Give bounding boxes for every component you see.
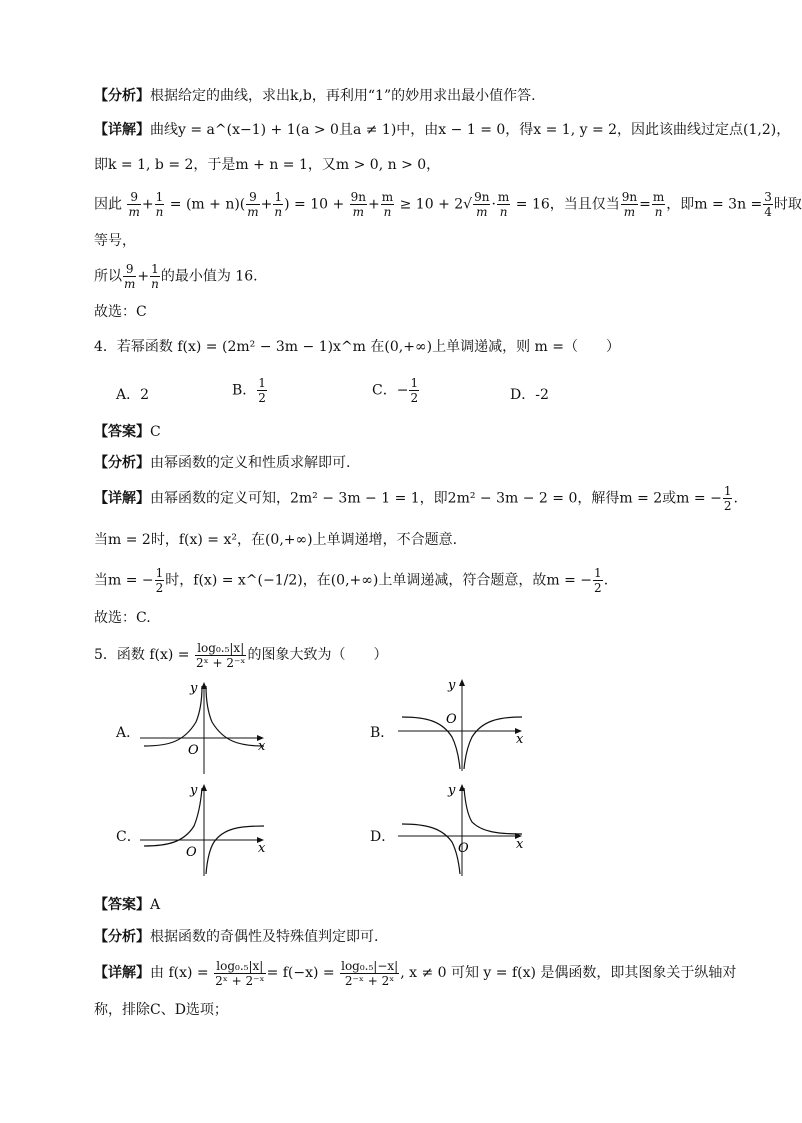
graph-d bbox=[396, 780, 526, 878]
detail-line-2: 即k = 1, b = 2，于是m + n = 1，又m > 0, n > 0， bbox=[94, 157, 441, 173]
svg-text:y: y bbox=[448, 783, 456, 798]
choice-line-4: 故选：C. bbox=[94, 610, 151, 626]
svg-text:x: x bbox=[258, 841, 266, 856]
svg-text:O: O bbox=[446, 712, 457, 727]
graph-b bbox=[396, 675, 526, 773]
svg-text:y: y bbox=[190, 783, 198, 798]
svg-text:y: y bbox=[190, 681, 198, 696]
detail-line-5: 所以 $\frac{9}{m}$ + $\frac{1}{n}$ 的最小值为 16. bbox=[94, 262, 258, 291]
option-c: C．− $\frac{1}{2}$ bbox=[372, 376, 419, 405]
svg-text:x: x bbox=[516, 732, 524, 747]
svg-text:O: O bbox=[188, 743, 199, 758]
graph-label-c: C． bbox=[116, 829, 141, 845]
detail-line-5-1: 【详解】由 f(x) = $\frac{\text{log₀.₅|x|}}{\text{2ˣ + 2⁻ˣ}}$ = f(−x) = $\frac{\text{log₀.₅|−x|}}{\text{2⁻ˣ + 2ˣ}}$ , x ≠ 0 可知 y = f(x) 是偶函数，即其图象关于纵轴对 bbox=[94, 958, 737, 988]
answer-line-4: 【答案】C bbox=[94, 424, 161, 440]
detail-line-4: 等号， bbox=[94, 233, 136, 249]
detail-line-1: 【详解】曲线y = a^(x−1) + 1(a > 0且a ≠ 1)中，由x − 1 = 0，得x = 1, y = 2，因此该曲线过定点(1,2)， bbox=[94, 122, 791, 138]
option-a: A．2 bbox=[116, 387, 150, 403]
question-4-stem: 4．若幂函数 f(x) = (2m² − 3m − 1)x^m 在(0,+∞)上单调递减，则 m =（ ） bbox=[94, 339, 620, 355]
svg-text:x: x bbox=[516, 837, 524, 852]
svg-text:O: O bbox=[458, 841, 469, 856]
detail-line-4-2: 当m = 2时，f(x) = x²，在(0,+∞)上单调递增，不合题意. bbox=[94, 532, 458, 548]
option-d: D．-2 bbox=[510, 387, 549, 403]
detail-line-4-3: 当m = − $\frac{1}{2}$ 时，f(x) = x^(−1/2)，在(0,+∞)上单调递减，符合题意，故m = − $\frac{1}{2}$ . bbox=[94, 566, 609, 595]
graph-c bbox=[138, 780, 268, 878]
detail-line-4-1: 【详解】由幂函数的定义可知，2m² − 3m − 1 = 1，即2m² − 3m − 2 = 0，解得m = 2或m = − $\frac{1}{2}$ . bbox=[94, 484, 738, 513]
graph-a bbox=[138, 678, 268, 776]
analysis-line-5: 【分析】根据函数的奇偶性及特殊值判定即可. bbox=[94, 929, 379, 945]
option-b: B． $\frac{1}{2}$ bbox=[232, 376, 266, 405]
svg-text:O: O bbox=[186, 845, 197, 860]
choice-line-1: 故选：C bbox=[94, 304, 147, 320]
graph-label-b: B． bbox=[370, 725, 395, 741]
detail-line-3: 因此 $\frac{9}{m}$ + $\frac{1}{n}$ = (m + n)( $\frac{9}{m}$ + $\frac{1}{n}$ ) = 10 + $\frac{9n}{m}$ + $\frac{m}{n}$ ≥ 10 + 2√ $\frac{9n}{m}$ · $\frac{m}{n}$ = 16，当且仅当 $\frac{9n}{m}$ = $\frac{m}{n}$ ，即m = 3n = $\frac{3}{4}$ 时取 bbox=[94, 190, 802, 219]
svg-text:x: x bbox=[258, 739, 266, 754]
answer-line-5: 【答案】A bbox=[94, 897, 161, 913]
detail-line-5-2: 称，排除C、D选项； bbox=[94, 1002, 228, 1018]
svg-text:y: y bbox=[448, 678, 456, 693]
analysis-line: 【分析】根据给定的曲线，求出k,b，再利用“1”的妙用求出最小值作答. bbox=[94, 88, 536, 104]
graph-label-a: A． bbox=[116, 725, 141, 741]
analysis-line-4: 【分析】由幂函数的定义和性质求解即可. bbox=[94, 455, 351, 471]
question-5-stem: 5．函数 f(x) = $\frac{\text{log₀.₅|x|}}{\text{2ˣ + 2⁻ˣ}}$ 的图象大致为（ ） bbox=[94, 640, 388, 670]
graph-label-d: D． bbox=[370, 829, 396, 845]
